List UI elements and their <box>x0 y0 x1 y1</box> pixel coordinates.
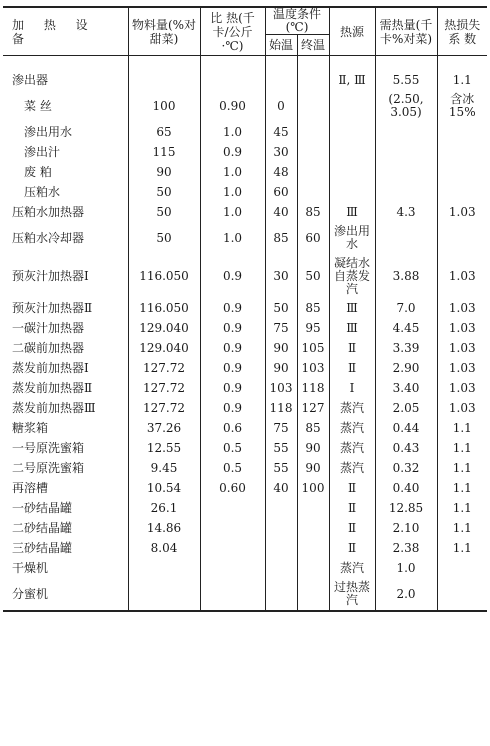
temp-start: 75 <box>265 318 297 338</box>
equipment-name: 渗出用水 <box>3 122 128 142</box>
heating-equipment-table <box>3 6 487 612</box>
temp-end: 100 <box>297 478 329 498</box>
temp-end: 127 <box>297 398 329 418</box>
heat-required: 1.0 <box>375 558 437 578</box>
heat-required: 7.0 <box>375 298 437 318</box>
material-amount: 9.45 <box>128 458 200 478</box>
header-loss-coefficient: 热损失系 数 <box>437 7 487 56</box>
heat-required <box>375 182 437 202</box>
table-row <box>3 398 487 418</box>
table-row <box>3 518 487 538</box>
temp-end <box>297 90 329 122</box>
heat-source: 渗出用水 <box>329 222 375 254</box>
equipment-name: 蒸发前加热器Ⅲ <box>3 398 128 418</box>
specific-heat: 1.0 <box>200 162 265 182</box>
heat-source <box>329 90 375 122</box>
material-amount: 37.26 <box>128 418 200 438</box>
header-temp-start: 始温 <box>265 35 297 56</box>
specific-heat: 1.0 <box>200 202 265 222</box>
material-amount <box>128 558 200 578</box>
header-temp-end: 终温 <box>297 35 329 56</box>
loss-coefficient: 1.03 <box>448 204 476 219</box>
temp-end <box>297 122 329 142</box>
material-amount: 8.04 <box>128 538 200 558</box>
loss-coefficient: 1.03 <box>448 268 476 283</box>
specific-heat: 0.9 <box>200 298 265 318</box>
table-row <box>3 90 487 122</box>
heat-required: 2.05 <box>375 398 437 418</box>
loss-coefficient: 1.03 <box>448 360 476 375</box>
heat-required: 3.40 <box>375 378 437 398</box>
heat-required: 5.55 <box>375 70 437 90</box>
specific-heat: 0.60 <box>200 478 265 498</box>
specific-heat: 1.0 <box>200 122 265 142</box>
temp-end <box>297 142 329 162</box>
table-row <box>3 222 487 254</box>
temp-end <box>297 182 329 202</box>
specific-heat: 1.0 <box>200 222 265 254</box>
temp-start: 0 <box>265 90 297 122</box>
temp-end: 105 <box>297 338 329 358</box>
equipment-name: 二号原洗蜜箱 <box>3 458 128 478</box>
temp-start <box>265 70 297 90</box>
specific-heat: 0.9 <box>200 142 265 162</box>
heat-source: Ⅱ <box>329 518 375 538</box>
table-row <box>3 418 487 438</box>
temp-end: 85 <box>297 202 329 222</box>
material-amount: 14.86 <box>128 518 200 538</box>
temp-end: 90 <box>297 438 329 458</box>
material-amount: 129.040 <box>128 318 200 338</box>
material-amount: 127.72 <box>128 358 200 378</box>
header-material: 物料量(%对甜菜) <box>128 7 200 56</box>
specific-heat <box>200 518 265 538</box>
heat-source: Ⅲ <box>329 202 375 222</box>
temp-start <box>265 558 297 578</box>
loss-coefficient: 1.1 <box>452 520 472 535</box>
equipment-name: 渗出器 <box>3 70 128 90</box>
heat-source: Ⅱ, Ⅲ <box>329 70 375 90</box>
temp-end: 118 <box>297 378 329 398</box>
table-row <box>3 318 487 338</box>
heat-source: 过热蒸汽 <box>329 578 375 611</box>
specific-heat <box>200 538 265 558</box>
temp-start: 85 <box>265 222 297 254</box>
heat-source: Ⅱ <box>329 498 375 518</box>
heat-required: 0.40 <box>375 478 437 498</box>
temp-end: 95 <box>297 318 329 338</box>
heat-required: 3.88 <box>375 254 437 298</box>
loss-coefficient <box>437 182 487 202</box>
specific-heat: 0.5 <box>200 458 265 478</box>
loss-coefficient: 1.1 <box>452 480 472 495</box>
temp-start: 55 <box>265 458 297 478</box>
loss-coefficient <box>437 578 487 611</box>
equipment-name: 糖浆箱 <box>3 418 128 438</box>
material-amount <box>128 70 200 90</box>
material-amount: 127.72 <box>128 378 200 398</box>
table-row <box>3 458 487 478</box>
equipment-name: 干燥机 <box>3 558 128 578</box>
heat-required: (2.50, 3.05) <box>375 90 437 122</box>
equipment-name: 渗出汁 <box>3 142 128 162</box>
equipment-name: 压粕水加热器 <box>3 202 128 222</box>
temp-end <box>297 558 329 578</box>
header-heat-required: 需热量(千卡%对菜) <box>375 7 437 56</box>
equipment-name: 分蜜机 <box>3 578 128 611</box>
loss-coefficient <box>437 222 487 254</box>
temp-start <box>265 498 297 518</box>
temp-start: 60 <box>265 182 297 202</box>
table-row <box>3 538 487 558</box>
heat-required <box>375 142 437 162</box>
loss-coefficient: 1.1 <box>452 440 472 455</box>
heat-source: 蒸汽 <box>329 558 375 578</box>
temp-end: 90 <box>297 458 329 478</box>
equipment-name: 预灰汁加热器Ⅱ <box>3 298 128 318</box>
temp-end: 50 <box>297 254 329 298</box>
specific-heat: 0.9 <box>200 318 265 338</box>
heat-required: 4.3 <box>375 202 437 222</box>
table-body <box>3 56 487 612</box>
temp-start <box>265 538 297 558</box>
material-amount: 50 <box>128 182 200 202</box>
table-row <box>3 254 487 298</box>
heat-required: 2.90 <box>375 358 437 378</box>
table-row <box>3 202 487 222</box>
heat-source: Ⅲ <box>329 298 375 318</box>
material-amount: 10.54 <box>128 478 200 498</box>
temp-end: 85 <box>297 298 329 318</box>
material-amount: 90 <box>128 162 200 182</box>
equipment-name: 压粕水 <box>3 182 128 202</box>
loss-coefficient <box>437 558 487 578</box>
specific-heat: 0.9 <box>200 254 265 298</box>
material-amount: 115 <box>128 142 200 162</box>
loss-coefficient: 1.03 <box>448 300 476 315</box>
heat-required: 0.32 <box>375 458 437 478</box>
material-amount: 100 <box>128 90 200 122</box>
temp-end <box>297 498 329 518</box>
table-row <box>3 142 487 162</box>
temp-start: 103 <box>265 378 297 398</box>
loss-coefficient: 1.1 <box>452 72 472 87</box>
material-amount: 50 <box>128 202 200 222</box>
heat-source: Ⅱ <box>329 358 375 378</box>
equipment-name: 废 粕 <box>3 162 128 182</box>
header-specific-heat: 比 热(千卡/公斤·℃) <box>200 7 265 56</box>
table-row <box>3 558 487 578</box>
heat-source: Ⅱ <box>329 478 375 498</box>
temp-start: 30 <box>265 254 297 298</box>
temp-start: 48 <box>265 162 297 182</box>
heat-required: 2.38 <box>375 538 437 558</box>
temp-end <box>297 162 329 182</box>
heat-source <box>329 162 375 182</box>
table-row <box>3 478 487 498</box>
specific-heat: 0.5 <box>200 438 265 458</box>
heat-required: 3.39 <box>375 338 437 358</box>
heat-source: 蒸汽 <box>329 418 375 438</box>
table-row <box>3 438 487 458</box>
specific-heat: 1.0 <box>200 182 265 202</box>
equipment-name: 预灰汁加热器Ⅰ <box>3 254 128 298</box>
heat-required <box>375 222 437 254</box>
specific-heat <box>200 578 265 611</box>
equipment-name: 一号原洗蜜箱 <box>3 438 128 458</box>
table-row <box>3 70 487 90</box>
heat-source: 蒸汽 <box>329 398 375 418</box>
header-equipment: 加 热 设 备 <box>3 7 128 56</box>
loss-coefficient: 1.1 <box>452 460 472 475</box>
table-row <box>3 162 487 182</box>
header-heat-source: 热源 <box>329 7 375 56</box>
temp-end: 85 <box>297 418 329 438</box>
material-amount: 26.1 <box>128 498 200 518</box>
table-row <box>3 378 487 398</box>
equipment-name: 压粕水冷却器 <box>3 222 128 254</box>
loss-coefficient <box>437 162 487 182</box>
loss-coefficient: 1.03 <box>448 320 476 335</box>
table-row <box>3 338 487 358</box>
table-row <box>3 182 487 202</box>
loss-coefficient: 1.1 <box>452 540 472 555</box>
heat-source: Ⅱ <box>329 538 375 558</box>
temp-start <box>265 518 297 538</box>
header-temperature: 温度条件(℃) <box>265 7 329 35</box>
heat-source: Ⅰ <box>329 378 375 398</box>
heat-required: 0.44 <box>375 418 437 438</box>
loss-coefficient: 1.03 <box>448 400 476 415</box>
temp-start: 90 <box>265 358 297 378</box>
heat-required <box>375 162 437 182</box>
material-amount: 127.72 <box>128 398 200 418</box>
table-header <box>3 7 487 56</box>
material-amount: 129.040 <box>128 338 200 358</box>
temp-end <box>297 70 329 90</box>
temp-end: 103 <box>297 358 329 378</box>
specific-heat <box>200 498 265 518</box>
loss-coefficient <box>437 142 487 162</box>
loss-coefficient: 含冰 15% <box>448 92 476 119</box>
heat-source: 蒸汽 <box>329 438 375 458</box>
heat-required: 12.85 <box>375 498 437 518</box>
material-amount: 65 <box>128 122 200 142</box>
table-row <box>3 358 487 378</box>
heat-source: Ⅱ <box>329 338 375 358</box>
loss-coefficient: 1.1 <box>452 420 472 435</box>
heat-source <box>329 142 375 162</box>
loss-coefficient <box>437 122 487 142</box>
heat-required: 0.43 <box>375 438 437 458</box>
heat-source: Ⅲ <box>329 318 375 338</box>
temp-start: 55 <box>265 438 297 458</box>
loss-coefficient: 1.1 <box>452 500 472 515</box>
table-row <box>3 578 487 611</box>
heat-source <box>329 122 375 142</box>
heat-required <box>375 122 437 142</box>
temp-end <box>297 578 329 611</box>
material-amount <box>128 578 200 611</box>
temp-start: 118 <box>265 398 297 418</box>
specific-heat: 0.9 <box>200 398 265 418</box>
temp-start: 40 <box>265 478 297 498</box>
temp-end: 60 <box>297 222 329 254</box>
specific-heat: 0.90 <box>200 90 265 122</box>
temp-end <box>297 518 329 538</box>
table-row <box>3 498 487 518</box>
specific-heat <box>200 70 265 90</box>
temp-end <box>297 538 329 558</box>
table-row <box>3 122 487 142</box>
equipment-name: 一砂结晶罐 <box>3 498 128 518</box>
temp-start: 30 <box>265 142 297 162</box>
material-amount: 12.55 <box>128 438 200 458</box>
temp-start <box>265 578 297 611</box>
equipment-name: 再溶槽 <box>3 478 128 498</box>
equipment-name: 蒸发前加热器Ⅱ <box>3 378 128 398</box>
loss-coefficient: 1.03 <box>448 380 476 395</box>
equipment-name: 三砂结晶罐 <box>3 538 128 558</box>
heat-source: 蒸汽 <box>329 458 375 478</box>
specific-heat: 0.9 <box>200 358 265 378</box>
material-amount: 50 <box>128 222 200 254</box>
specific-heat <box>200 558 265 578</box>
heat-required: 2.10 <box>375 518 437 538</box>
specific-heat: 0.9 <box>200 378 265 398</box>
temp-start: 90 <box>265 338 297 358</box>
table-row <box>3 298 487 318</box>
heat-source: 凝结水自蒸发汽 <box>329 254 375 298</box>
temp-start: 45 <box>265 122 297 142</box>
heat-source <box>329 182 375 202</box>
equipment-name: 二碳前加热器 <box>3 338 128 358</box>
material-amount: 116.050 <box>128 298 200 318</box>
spacer-row <box>3 56 487 71</box>
loss-coefficient: 1.03 <box>448 340 476 355</box>
equipment-name: 二砂结晶罐 <box>3 518 128 538</box>
equipment-name: 菜 丝 <box>3 90 128 122</box>
material-amount: 116.050 <box>128 254 200 298</box>
specific-heat: 0.9 <box>200 338 265 358</box>
temp-start: 75 <box>265 418 297 438</box>
specific-heat: 0.6 <box>200 418 265 438</box>
heat-required: 4.45 <box>375 318 437 338</box>
equipment-name: 蒸发前加热器Ⅰ <box>3 358 128 378</box>
temp-start: 50 <box>265 298 297 318</box>
equipment-name: 一碳汁加热器 <box>3 318 128 338</box>
heat-required: 2.0 <box>375 578 437 611</box>
temp-start: 40 <box>265 202 297 222</box>
